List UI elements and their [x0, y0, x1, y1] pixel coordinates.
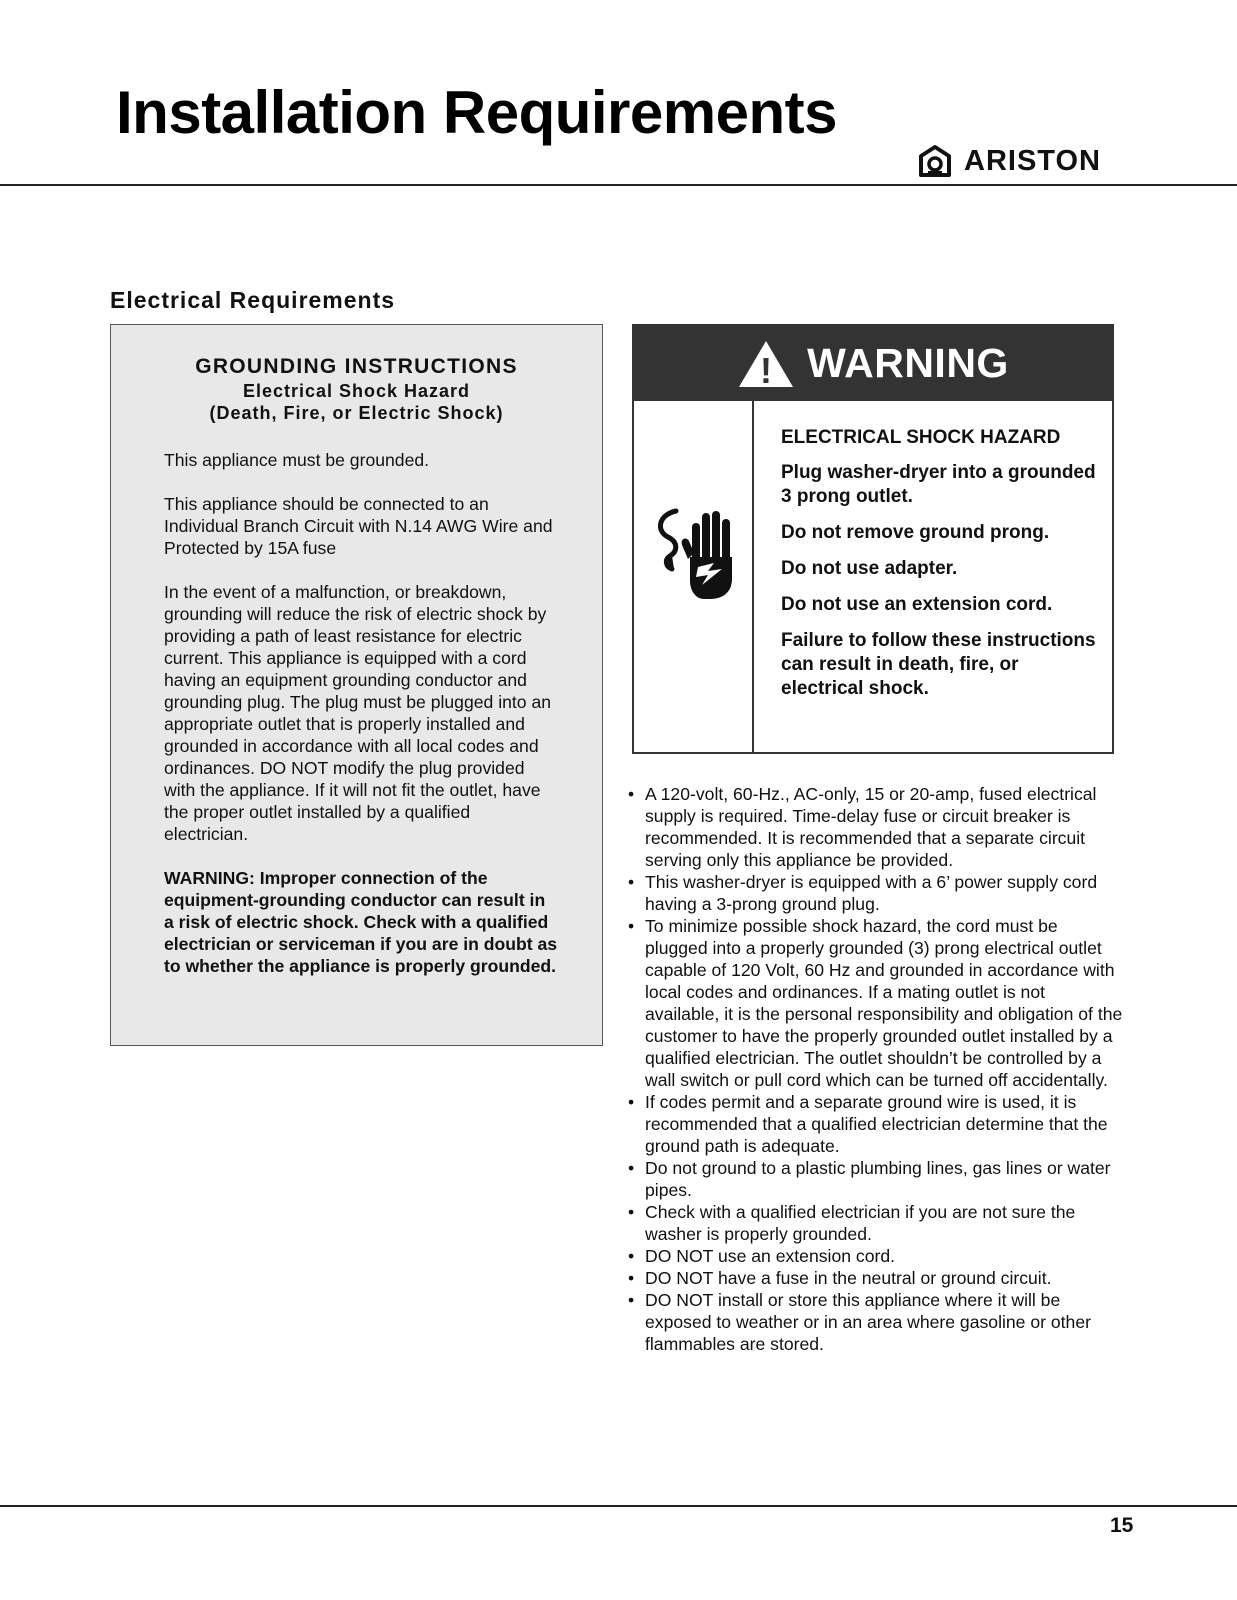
- list-item: • DO NOT use an extension cord.: [628, 1245, 1123, 1267]
- warning-triangle-icon: [737, 339, 795, 389]
- page-number: 15: [1110, 1514, 1134, 1537]
- electric-shock-hand-icon: [648, 501, 740, 611]
- brand-logo: [918, 143, 1101, 179]
- footer-divider: [0, 1505, 1237, 1507]
- warning-line: Failure to follow these instructions can result in death, fire, or electrical shock.: [781, 630, 1096, 699]
- grounding-subheading-detail: (Death, Fire, or Electric Shock): [209, 403, 504, 423]
- warning-heading: ELECTRICAL SHOCK HAZARD: [781, 427, 1061, 448]
- grounding-subheading: Electrical Shock Hazard: [242, 381, 471, 401]
- warning-line: Plug washer-dryer into a grounded 3 prong outlet.: [781, 462, 1096, 507]
- requirements-list: [628, 783, 1123, 1355]
- list-item: • Do not ground to a plastic plumbing lines, gas lines or water pipes.: [628, 1157, 1123, 1201]
- grounding-warning: WARNING: Improper connection of the equipment-grounding conductor can result in a risk of electric shock. Check with a qualified electrician or serviceman if you are in doubt as to whether the appliance is properly grounded.: [164, 868, 558, 976]
- list-item: • To minimize possible shock hazard, the cord must be plugged into a properly grounded (3) prong electrical outlet capable of 120 Volt, 60 Hz and grounded in accordance with local codes and ordinances. If a mating outlet is not available, it is the personal responsibility and obligation of the customer to have the properly grounded outlet installed by a qualified electrician. The outlet shouldn’t be controlled by a wall switch or pull cord which can be turned off accidentally.: [628, 915, 1123, 1091]
- list-item: • DO NOT install or store this appliance where it will be exposed to weather or in an area where gasoline or other flammables are stored.: [628, 1289, 1123, 1355]
- grounding-paragraph: This appliance must be grounded.: [164, 450, 430, 470]
- list-item: • This washer-dryer is equipped with a 6’ power supply cord having a 3-prong ground plug.: [628, 871, 1123, 915]
- warning-divider: [752, 401, 754, 752]
- warning-label: WARNING: [807, 340, 1009, 386]
- list-item: • A 120-volt, 60-Hz., AC-only, 15 or 20-amp, fused electrical supply is required. Time-delay fuse or circuit breaker is recommended. It is recommended that a separate circuit serving only this appliance be provided.: [628, 783, 1123, 871]
- grounding-heading: GROUNDING INSTRUCTIONS: [195, 355, 518, 378]
- warning-banner: [634, 326, 1112, 401]
- header-divider: [0, 184, 1237, 186]
- grounding-paragraph: In the event of a malfunction, or breakdown, grounding will reduce the risk of electric shock by providing a path of least resistance for electric current. This appliance is equipped with a cord having an equipment grounding conductor and grounding plug. The plug must be plugged into an appropriate outlet that is properly installed and grounded in accordance with all local codes and ordinances. DO NOT modify the plug provided with the appliance. If it will not fit the outlet, have the proper outlet installed by a qualified electrician.: [164, 582, 552, 844]
- list-item: • Check with a qualified electrician if you are not sure the washer is properly grounded.: [628, 1201, 1123, 1245]
- ariston-logo-icon: [918, 144, 952, 178]
- grounding-instructions-box: [110, 324, 603, 1046]
- warning-exclamation: !: [760, 349, 773, 389]
- list-item: • If codes permit and a separate ground wire is used, it is recommended that a qualified electrician determine that the ground path is adequate.: [628, 1091, 1123, 1157]
- section-title: Electrical Requirements: [110, 287, 396, 313]
- warning-line: Do not use adapter.: [781, 558, 958, 579]
- grounding-paragraph: This appliance should be connected to an Individual Branch Circuit with N.14 AWG Wire and Protected by 15A fuse: [164, 494, 553, 558]
- brand-name: ARISTON: [964, 144, 1101, 177]
- warning-box: [632, 324, 1114, 754]
- warning-line: Do not remove ground prong.: [781, 522, 1050, 543]
- page-title: Installation Requirements: [116, 79, 837, 146]
- list-item: • DO NOT have a fuse in the neutral or ground circuit.: [628, 1267, 1123, 1289]
- warning-line: Do not use an extension cord.: [781, 594, 1053, 615]
